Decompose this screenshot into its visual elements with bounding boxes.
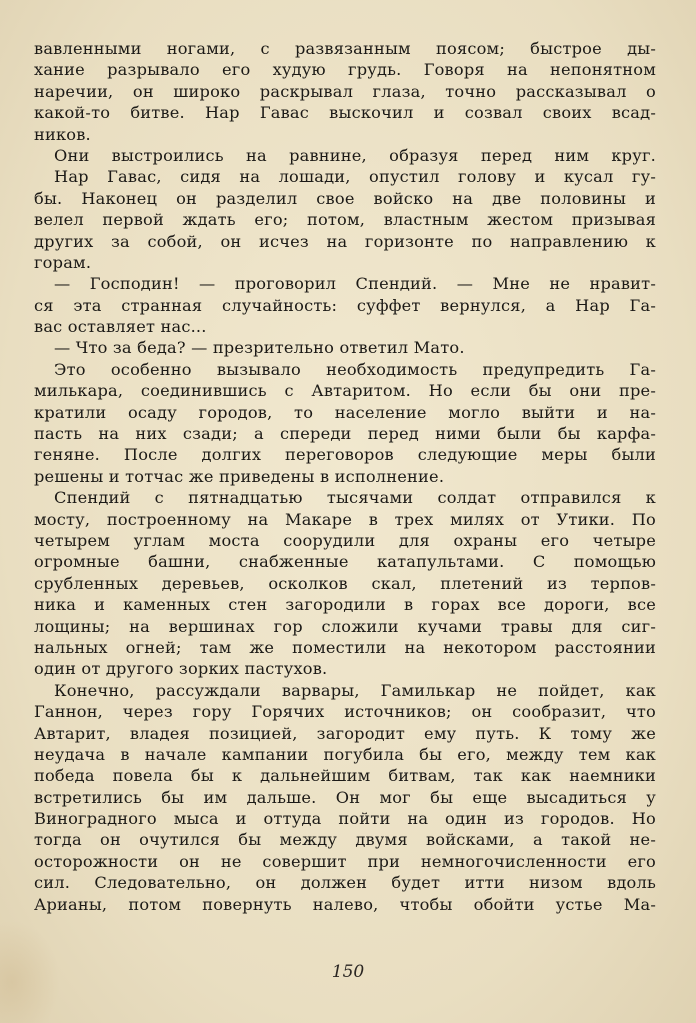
text-line: бы. Наконец он разделил свое войско на две половины и — [34, 188, 656, 208]
text-line: победа повела бы к дальнейшим битвам, так как наемники — [34, 766, 656, 786]
text-line: мосту, построенному на Макаре в трех милях от Утики. По — [34, 509, 656, 529]
text-line: какой-то битве. Нар Гавас выскочил и созвал своих всад- — [34, 103, 656, 123]
text-line: тогда он очутился бы между двумя войсками, а такой не- — [34, 830, 656, 850]
text-line: Арианы, потом повернуть налево, чтобы обойти устье Ма- — [34, 894, 656, 914]
text-line: Автарит, владея позицией, загородит ему путь. К тому же — [34, 723, 656, 743]
text-line: решены и тотчас же приведены в исполнение. — [34, 466, 445, 486]
text-line: встретились бы им дальше. Он мог бы еще высадиться у — [34, 787, 656, 807]
text-line: милькара, соединившись с Автаритом. Но если бы они пре- — [34, 381, 656, 401]
text-line: ся эта странная случайность: суффет вернулся, а Нар Га- — [34, 295, 656, 315]
text-line: неудача в начале кампании погубила бы его, между тем как — [34, 744, 656, 764]
text-line: — Господин! — проговорил Спендий. — Мне не нравит- — [54, 274, 656, 294]
text-line: нальных огней; там же поместили на некотором расстоянии — [34, 637, 656, 657]
text-line: огромные башни, снабженные катапультами. С помощью — [34, 552, 656, 572]
text-line: Это особенно вызывало необходимость предупредить Га- — [54, 359, 656, 379]
text-line: велел первой ждать его; потом, властным жестом призывая — [34, 210, 656, 230]
text-line: горам. — [34, 252, 92, 272]
text-line: лощины; на вершинах гор сложили кучами травы для сиг- — [34, 616, 656, 636]
text-line: пасть на них сзади; а спереди перед ними были бы карфа- — [34, 424, 656, 444]
text-line: сил. Следовательно, он должен будет итти низом вдоль — [34, 873, 656, 893]
text-line: один от другого зорких пастухов. — [34, 659, 328, 679]
text-line: четырем углам моста соорудили для охраны его четыре — [34, 530, 656, 550]
text-line: Конечно, рассуждали варвары, Гамилькар не пойдет, как — [54, 680, 656, 700]
text-line: кратили осаду городов, то население могло выйти и на- — [34, 402, 656, 422]
text-line: вас оставляет нас... — [34, 317, 207, 337]
text-line: ника и каменных стен загородили в горах все дороги, все — [34, 595, 656, 615]
text-line: осторожности он не совершит при немногочисленности его — [34, 851, 656, 871]
text-line: других за собой, он исчез на горизонте по направлению к — [34, 231, 656, 251]
text-line: ников. — [34, 124, 91, 144]
text-line: Спендий с пятнадцатью тысячами солдат отправился к — [54, 488, 656, 508]
text-line: Ганнон, через гору Горячих источников; он сообразит, что — [34, 702, 656, 722]
text-line: наречии, он широко раскрывал глаза, точно рассказывал о — [34, 81, 656, 101]
text-line: срубленных деревьев, осколков скал, плетений из терпов- — [34, 573, 656, 593]
text-line: вавленными ногами, с развязанным поясом; быстрое ды- — [34, 39, 656, 58]
text-line: хание разрывало его худую грудь. Говоря на непонятном — [34, 60, 656, 80]
text-line: — Что за беда? — презрительно ответил Мато. — [54, 338, 465, 358]
text-line: Они выстроились на равнине, образуя перед ним круг. — [54, 145, 656, 165]
text-line: Виноградного мыса и оттуда пойти на один из городов. Но — [34, 809, 656, 829]
book-page-text — [34, 38, 656, 915]
text-line: Нар Гавас, сидя на лошади, опустил голову и кусал гу- — [54, 167, 656, 187]
text-line: геняне. После долгих переговоров следующие меры были — [34, 445, 656, 465]
page-number: 150 — [331, 962, 365, 982]
